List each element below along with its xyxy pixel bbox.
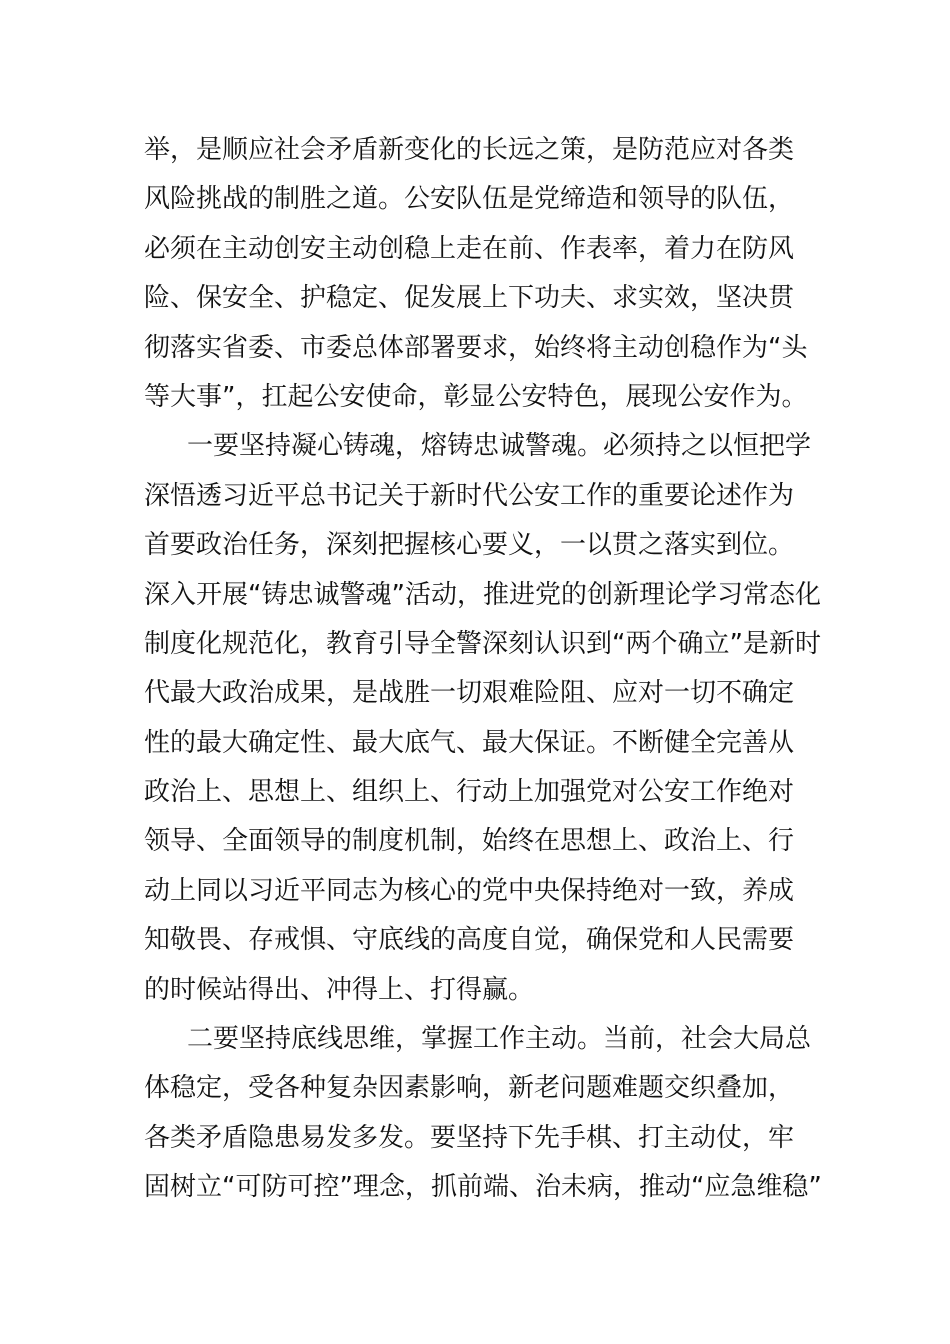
text-line: 固树立“可防可控”理念，抓前端、治未病，推动“应急维稳”: [144, 1172, 822, 1203]
body-text: [144, 126, 822, 1213]
text-line: 必须在主动创安主动创稳上走在前、作表率，着力在防风: [144, 233, 795, 264]
text-line: 等大事”，扛起公安使命，彰显公安特色，展现公安作为。: [144, 381, 808, 412]
text-line: 知敬畏、存戒惧、守底线的高度自觉，确保党和人民需要: [144, 925, 795, 956]
text-line: 风险挑战的制胜之道。公安队伍是党缔造和领导的队伍，: [144, 184, 795, 215]
text-line: 险、保安全、护稳定、促发展上下功夫、求实效，坚决贯: [144, 283, 795, 314]
paragraph-first-line: 一要坚持凝心铸魂，熔铸忠诚警魂。必须持之以恒把学: [187, 431, 812, 462]
text-line: 政治上、思想上、组织上、行动上加强党对公安工作绝对: [144, 777, 795, 808]
text-line: 各类矛盾隐患易发多发。要坚持下先手棋、打主动仗，牢: [144, 1122, 795, 1153]
text-line: 深入开展“铸忠诚警魂”活动，推进党的创新理论学习常态化: [144, 579, 821, 610]
text-line: 的时候站得出、冲得上、打得赢。: [144, 974, 535, 1005]
text-line: 深悟透习近平总书记关于新时代公安工作的重要论述作为: [144, 480, 795, 511]
text-line: 举，是顺应社会矛盾新变化的长远之策，是防范应对各类: [144, 135, 795, 165]
paragraph-first-line: 二要坚持底线思维，掌握工作主动。当前，社会大局总: [187, 1024, 812, 1055]
text-line: 体稳定，受各种复杂因素影响，新老问题难题交织叠加，: [144, 1073, 795, 1104]
text-line: 领导、全面领导的制度机制，始终在思想上、政治上、行: [144, 826, 795, 857]
text-line: 首要政治任务，深刻把握核心要义，一以贯之落实到位。: [144, 530, 795, 561]
text-line: 动上同以习近平同志为核心的党中央保持绝对一致，养成: [144, 875, 795, 906]
text-line: 性的最大确定性、最大底气、最大保证。不断健全完善从: [144, 727, 795, 758]
text-line: 制度化规范化，教育引导全警深刻认识到“两个确立”是新时: [144, 628, 821, 659]
text-line: 彻落实省委、市委总体部署要求，始终将主动创稳作为“头: [144, 332, 808, 363]
text-line: 代最大政治成果，是战胜一切艰难险阻、应对一切不确定: [144, 678, 795, 709]
